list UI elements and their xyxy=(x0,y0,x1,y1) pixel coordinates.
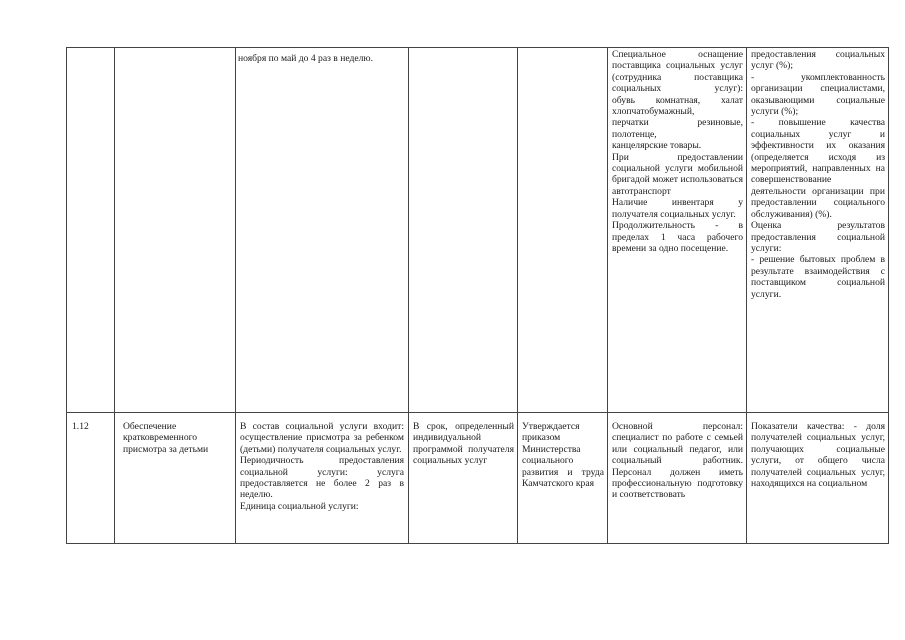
column-divider xyxy=(607,47,608,544)
conditions-items-text: перчатки резиновые, полотенце, xyxy=(612,117,743,140)
conditions-inventory-text: Наличие инвентаря у получателя социальных услуг. xyxy=(612,197,743,220)
column-divider xyxy=(746,47,747,544)
description-periodicity: Периодичность предоставления социальной услуги: услуга предоставляется не более 2 раз в неделю. xyxy=(240,455,404,501)
table-border-left xyxy=(66,47,67,544)
periodicity-text: ноября по май до 4 раз в неделю. xyxy=(238,53,373,64)
prev-periodicity-cell xyxy=(238,53,404,64)
tariff-approval: Утверждается приказом Министерства социального развития и труда Камчатского края xyxy=(522,421,604,490)
indicator-text: - укомплектованность организации специалистами, оказывающими социальные услуги (%); xyxy=(751,71,885,118)
table-border-top xyxy=(66,47,889,48)
service-description-cell xyxy=(240,421,404,512)
column-divider xyxy=(517,47,518,544)
conditions-duration-text: Продолжительность - в пределах 1 часа рабочего времени за одно посещение. xyxy=(612,220,743,254)
service-name: Обеспечение кратковременного присмотра за детьми xyxy=(123,421,209,455)
quality-indicators-cell xyxy=(751,421,885,489)
tariff-approval-cell xyxy=(522,421,604,489)
table-border-bottom xyxy=(66,543,889,544)
conditions-equipment-text: Специальное оснащение поставщика социальных услуг (сотрудника поставщика социальных услуг): xyxy=(612,49,743,95)
indicator-text: предоставления социальных услуг (%); xyxy=(751,49,885,72)
service-conditions-cell xyxy=(612,421,743,501)
services-table xyxy=(66,47,889,544)
column-divider xyxy=(114,47,115,544)
assessment-heading: Оценка результатов предоставления социальной услуги: xyxy=(751,220,885,254)
table-border-right xyxy=(888,47,889,544)
service-name-cell xyxy=(123,421,229,455)
service-conditions: Основной персонал: специалист по работе с семьей или социальный педагог, или социальный работник. Персонал должен иметь профессиональную подготовку и соответствовать xyxy=(612,421,743,501)
indicator-text: - повышение качества социальных услуг и эффективности их оказания (определяется исходя из мероприятий, направленных на совершенствование деятельности организации при предоставлении социального обслуживания) (%). xyxy=(751,117,885,220)
conditions-items-text: обувь комнатная, халат хлопчатобумажный, xyxy=(612,94,743,118)
row-number: 1.12 xyxy=(72,421,89,432)
description-unit: Единица социальной услуги: xyxy=(240,500,359,512)
column-divider xyxy=(235,47,236,544)
service-term-cell xyxy=(413,421,514,467)
row-number-cell xyxy=(72,421,112,432)
conditions-transport-text: При предоставлении социальной услуги мобильной бригадой может использоваться автотранспорт xyxy=(612,151,743,197)
indicator-text: - решение бытовых проблем в результате взаимодействия с поставщиком социальной услуги. xyxy=(751,254,885,300)
quality-indicators: Показатели качества: - доля получателей социальных услуг, получающих социальные услуги, от общего числа получателей социальных услуг, находящихся на социальном xyxy=(751,421,885,490)
service-term: В срок, определенный индивидуальной программой получателя социальных услуг xyxy=(413,421,514,467)
prev-indicators-cell xyxy=(751,49,885,300)
prev-conditions-cell xyxy=(612,49,743,254)
conditions-items-text: канцелярские товары. xyxy=(612,140,702,152)
column-divider xyxy=(408,47,409,544)
row-divider xyxy=(66,412,889,413)
description-composition: В состав социальной услуги входит: осуществление присмотра за ребенком (детьми) получателя социальных услуг. xyxy=(240,421,404,455)
